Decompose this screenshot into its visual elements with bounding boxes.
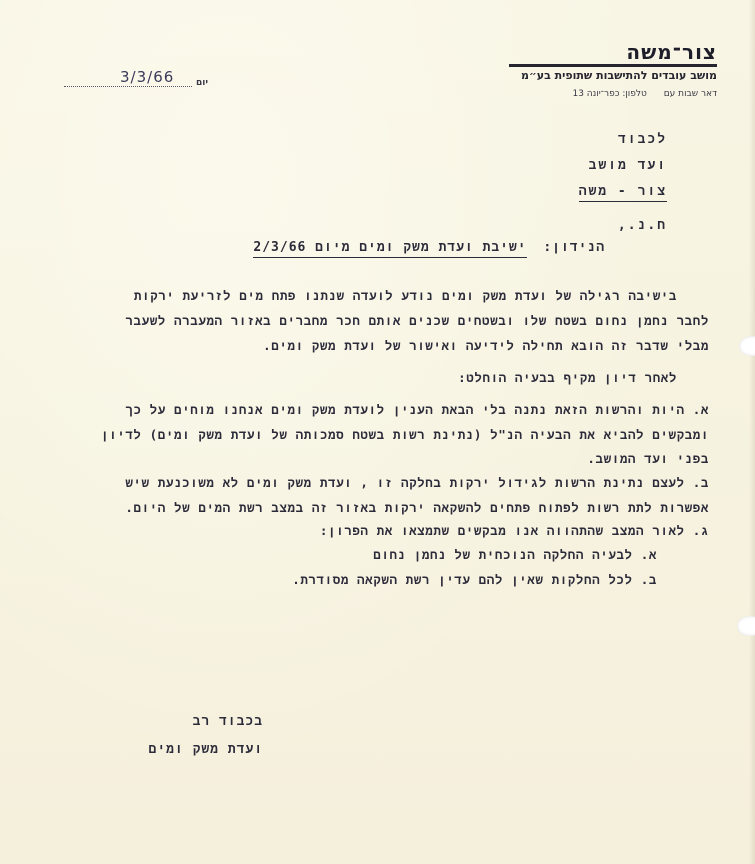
punch-hole-bottom: [737, 616, 755, 636]
addressee-line-3: צור - משה: [579, 184, 667, 202]
body-item-c-sub-b: ב. לכל החלקות שאין להם עדין רשת השקאה מסודרת.: [292, 572, 657, 587]
body-item-a-line-3: בפני ועד המושב.: [587, 451, 709, 466]
letterhead-name: צור־משה: [626, 40, 717, 64]
letterhead-address: [558, 89, 717, 99]
paper-edge: [749, 0, 755, 864]
body-p1-line-1: בישיבה רגילה של ועדת משק ומים נודע לועדה שנתנו פתח מים לזריעת ירקות: [133, 288, 677, 303]
body-item-b-line-2: אפשרות לתת רשות לפתוח פתחים להשקאה ירקות באזור זה במצב רשת המים של היום.: [125, 500, 709, 515]
body-item-c-line-1: ג. לאור המצב שהתהווה אנו מבקשים שתמצאו את הפרון:: [319, 523, 709, 538]
letterhead-subtitle: מושב עובדים להתישבות שתופית בע״מ: [520, 69, 717, 82]
body-p1-line-3: מבלי שדבר זה הובא תחילה לידיעה ואישור של ועדת משק ומים.: [263, 338, 709, 353]
subject-label: הנידון:: [543, 240, 605, 255]
body-item-a-line-1: א. היות והרשות הזאת נתנה בלי הבאת הענין לועדת משק ומים אנחנו מוחים על כך: [125, 402, 709, 417]
addressee-line-1: לכבוד: [617, 132, 667, 147]
body-p1-line-2: לחבר נחמן נחום בשטח שלו ובשטחים שכנים אותם חכר מחברים באזור המעברה לשעבר: [125, 313, 709, 328]
addressee-line-2: ועד מושב: [588, 158, 667, 173]
date-label: יום: [196, 78, 209, 88]
letterhead-post: דאר שבות עם: [663, 89, 717, 99]
subject-text: ישיבת ועדת משק ומים מיום 2/3/66: [253, 240, 526, 258]
signature-committee: ועדת משק ומים: [148, 742, 263, 757]
signature-closing: בכבוד רב: [192, 714, 263, 729]
greeting: ח.נ.,: [617, 218, 667, 233]
body-item-a-line-2: ומבקשים להביא את הבעיה הנ"ל (נתינת רשות בשטח סמכותה של ועדת משק ומים) לדיון: [101, 427, 709, 442]
body-decision: לאחר דיון מקיף בבעיה הוחלט:: [458, 370, 677, 385]
date-line: [64, 86, 192, 87]
letterhead-rule: [509, 64, 717, 67]
letterhead-phone: טלפון: כפר־יונה 13: [572, 89, 647, 99]
date-value: 3/3/66: [120, 68, 175, 86]
punch-hole-top: [739, 336, 755, 356]
body-item-b-line-1: ב. לעצם נתינת הרשות לגידול ירקות בחלקה זו , ועדת משק ומים לא משוכנעת שיש: [125, 475, 709, 490]
subject-line: [253, 240, 605, 255]
body-item-c-sub-a: א. לבעיה החלקה הנוכחית של נחמן נחום: [373, 547, 657, 562]
